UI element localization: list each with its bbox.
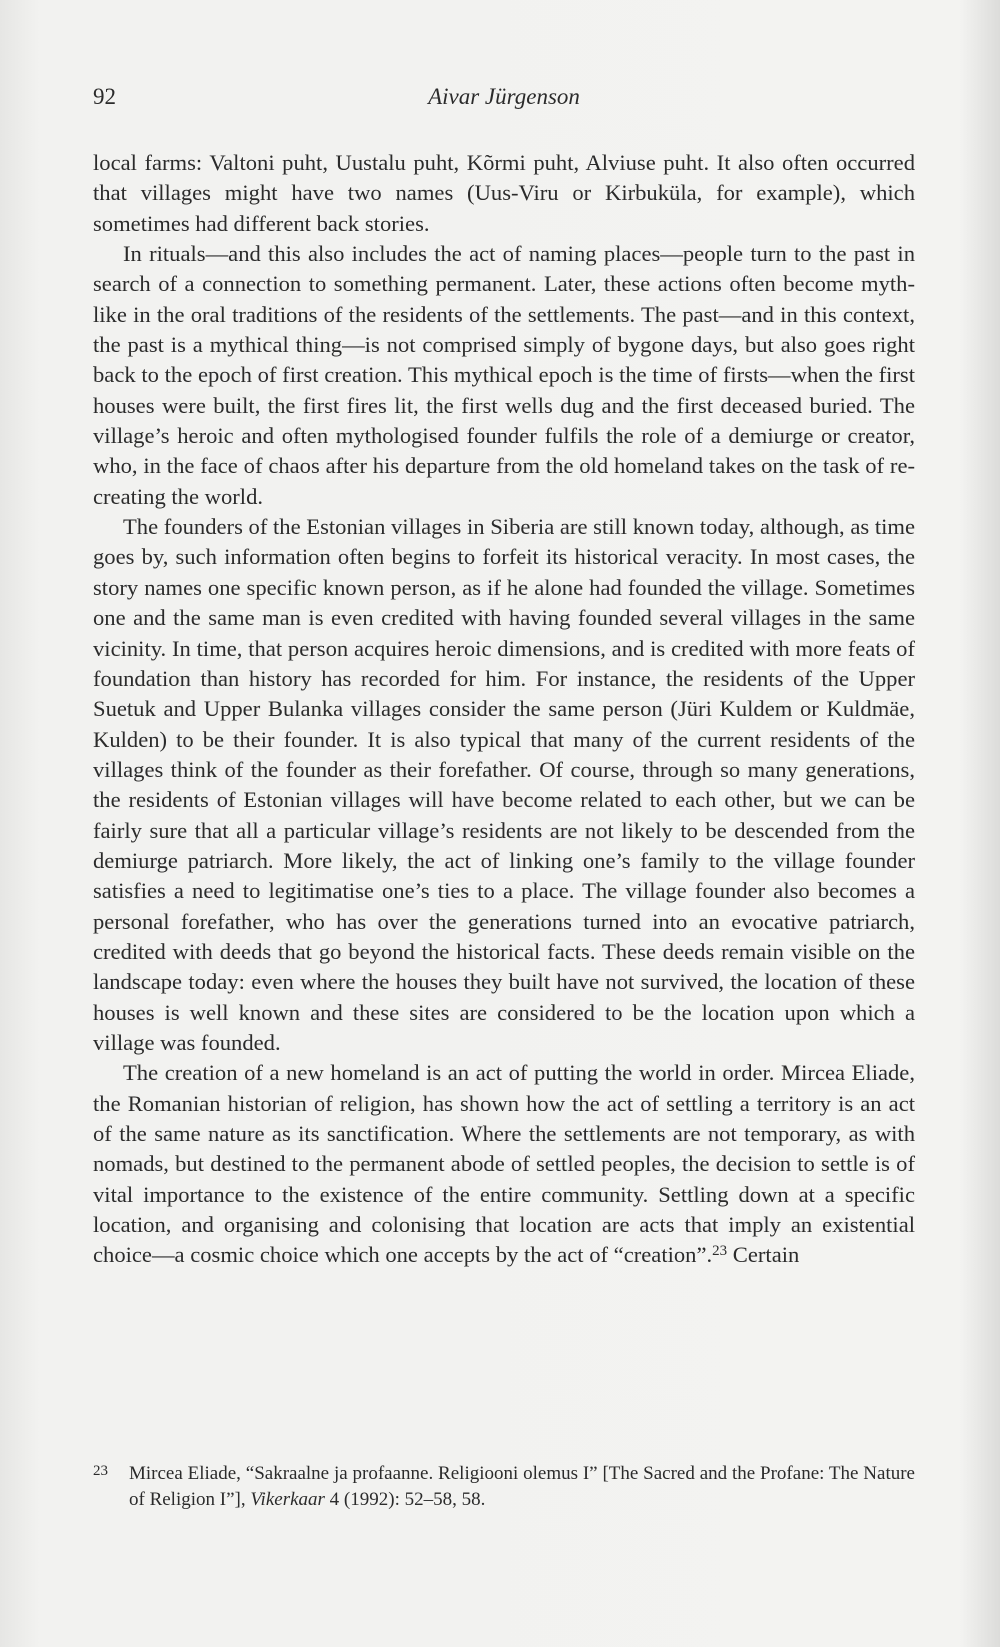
footnote-text-after: 4 (1992): 52–58, 58. bbox=[324, 1489, 486, 1510]
footnotes bbox=[93, 1461, 915, 1513]
footnote-journal: Vikerkaar bbox=[250, 1489, 325, 1510]
paragraph-4-tail: Certain bbox=[727, 1242, 800, 1268]
page-header bbox=[93, 84, 915, 114]
footnote-number: 23 bbox=[93, 1463, 108, 1479]
paragraph-4 bbox=[93, 1058, 915, 1270]
running-head-author: Aivar Jürgenson bbox=[428, 84, 580, 109]
paragraph-3: The founders of the Estonian villages in Siberia are still known today, although, as time goes by, such information often begins to forfeit its historical veracity. In most cases, the story names one specific known person, as if he alone had founded the village. Sometimes one and the same man is even credited with having founded several villages in the same vicinity. In time, that person acquires heroic dimensions, and is credited with more feats of foundation than history has recorded for him. For instance, the residents of the Upper Suetuk and Upper Bulanka villages consider the same person (Jüri Kuldem or Kuldmäe, Kulden) to be their founder. It is also typical that many of the current residents of the villages think of the founder as their forefather. Of course, through so many generations, the residents of Estonian villages will have become related to each other, but we can be fairly sure that all a particular village’s residents are not likely to be descended from the demiurge patriarch. More likely, the act of linking one’s family to the village founder satisfies a need to legitimatise one’s ties to a place. The village founder also becomes a personal forefather, who has over the generations turned into an evocative patriarch, credited with deeds that go beyond the historical facts. These deeds remain visible on the landscape today: even where the houses they built have not survived, the location of these houses is well known and these sites are considered to be the location upon which a village was founded. bbox=[93, 514, 915, 1055]
footnote-reference: 23 bbox=[712, 1243, 728, 1260]
paragraph-1: local farms: Valtoni puht, Uustalu puht, Kõrmi puht, Alviuse puht. It also often occurred that villages might have two names (Uus-Viru or Kirbuküla, for example), which sometimes had different back stories. bbox=[93, 150, 915, 236]
body-text bbox=[93, 148, 915, 1271]
footnote-23 bbox=[93, 1461, 915, 1513]
footnote-text-before: Mircea Eliade, “Sakraalne ja profaanne. Religiooni olemus I” [The Sacred and the Profane: The Nature of Religion I”], bbox=[129, 1463, 915, 1510]
paragraph-2: In rituals—and this also includes the act of naming places—people turn to the past in search of a connection to something permanent. Later, these actions often become myth-like in the oral traditions of the residents of the settlements. The past—and in this context, the past is a mythical thing—is not comprised simply of bygone days, but also goes right back to the epoch of first creation. This mythical epoch is the time of firsts—when the first houses were built, the first fires lit, the first wells dug and the first deceased buried. The village’s heroic and often mythologised founder fulfils the role of a demiurge or creator, who, in the face of chaos after his departure from the old homeland takes on the task of re-creating the world. bbox=[93, 241, 915, 509]
paragraph-4-text: The creation of a new homeland is an act of putting the world in order. Mircea Eliade, the Romanian historian of religion, has shown how the act of settling a territory is an act of the same nature as its sanctification. Where the settlements are not temporary, as with nomads, but destined to the permanent abode of settled peoples, the decision to settle is of vital importance to the existence of the entire community. Settling down at a specific location, and organising and colonising that location are acts that imply an existential choice—a cosmic choice which one accepts by the act of “creation”. bbox=[93, 1060, 915, 1268]
page-number: 92 bbox=[93, 84, 116, 109]
